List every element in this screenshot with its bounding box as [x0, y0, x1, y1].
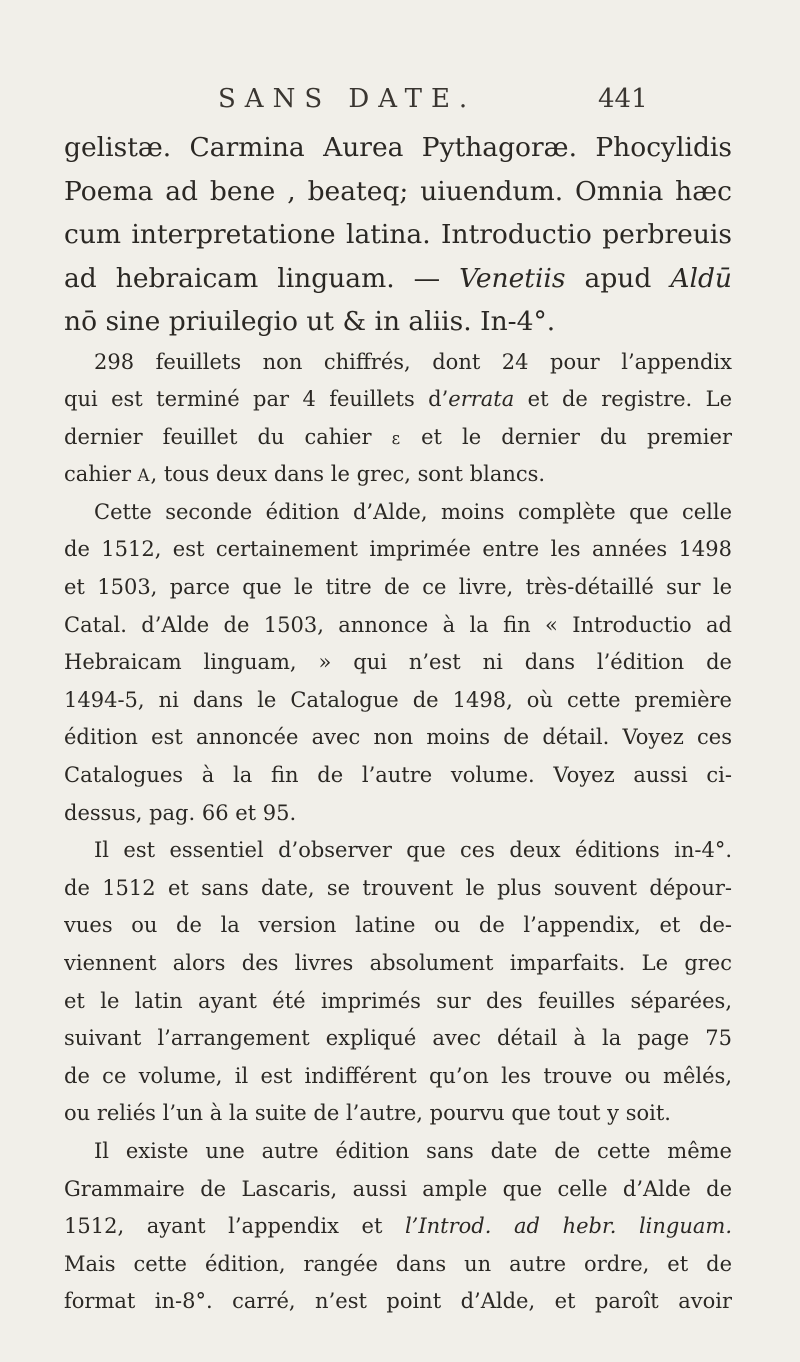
- text-line: [64, 1208, 732, 1246]
- text-line: de ce volume, il est indifférent qu’on les trouve ou mêlés,: [64, 1063, 732, 1088]
- italic-title: l’Introd. ad hebr. linguam.: [404, 1214, 732, 1239]
- text-fragment: ad hebraicam linguam. —: [64, 262, 460, 294]
- text-fragment: qui est terminé par 4 feuillets d’: [64, 387, 449, 412]
- text-fragment: 1512, ayant l’appendix et: [64, 1214, 405, 1239]
- text-line: ou reliés l’un à la suite de l’autre, pourvu que tout y soit.: [64, 1101, 671, 1126]
- text-line: format in-8°. carré, n’est point d’Alde, et paroît avoir: [64, 1289, 732, 1314]
- text-line: [64, 381, 732, 419]
- text-line: de 1512, est certainement imprimée entre les années 1498: [64, 537, 732, 562]
- signature-mark: ε: [391, 428, 402, 448]
- text-line: 1494-5, ni dans le Catalogue de 1498, où cette première: [64, 687, 732, 712]
- text-line: Mais cette édition, rangée dans un autre ordre, et de: [64, 1251, 732, 1276]
- text-line: [64, 257, 732, 301]
- text-line: suivant l’arrangement expliqué avec détail à la page 75: [64, 1026, 732, 1051]
- paragraph-observation: [64, 832, 732, 1133]
- paragraph-description: [64, 344, 732, 494]
- italic-printer-name: Aldū: [670, 262, 732, 294]
- text-line: Grammaire de Lascaris, aussi ample que celle d’Alde de: [64, 1176, 732, 1201]
- page-number: 441: [598, 84, 648, 114]
- text-line: Catalogues à la fin de l’autre volume. Voyez aussi ci-: [64, 763, 732, 788]
- text-line: de 1512 et sans date, se trouvent le plus souvent dépour-: [64, 875, 732, 900]
- latin-title-block: [64, 126, 732, 344]
- paragraph-other-edition: [64, 1133, 732, 1321]
- text-line: nō sine priuilegio ut & in aliis. In-4°.: [64, 306, 556, 337]
- text-line: édition est annoncée avec non moins de détail. Voyez ces: [64, 725, 732, 750]
- text-line: et 1503, parce que le titre de ce livre, très-détaillé sur le: [64, 575, 732, 600]
- text-line: Catal. d’Alde de 1503, annonce à la fin « Introductio ad: [64, 612, 732, 637]
- text-line: viennent alors des livres absolument imparfaits. Le grec: [64, 951, 732, 975]
- text-line: 298 feuillets non chiffrés, dont 24 pour l’appendix: [94, 349, 732, 374]
- text-line: et le latin ayant été imprimés sur des feuilles séparées,: [64, 988, 732, 1013]
- text-line: gelistæ. Carmina Aurea Pythagoræ. Phocylidis: [64, 132, 732, 163]
- italic-term: errata: [448, 387, 515, 412]
- text-line: Il est essentiel d’observer que ces deux éditions in-4°.: [94, 838, 732, 863]
- text-line: Cette seconde édition d’Alde, moins complète que celle: [94, 499, 732, 524]
- text-line: vues ou de la version latine ou de l’appendix, et de-: [64, 913, 732, 938]
- page-text: [64, 126, 732, 1321]
- running-head: [0, 84, 800, 124]
- text-line: [64, 419, 732, 457]
- text-fragment: et de registre. Le: [514, 387, 732, 412]
- text-line: Il existe une autre édition sans date de cette même: [94, 1138, 732, 1163]
- text-fragment: apud: [565, 262, 671, 294]
- signature-mark: A: [137, 466, 151, 486]
- text-line: Poema ad bene , beateq; uiuendum. Omnia hæc: [64, 175, 732, 207]
- running-head-title: SANS DATE.: [218, 84, 477, 114]
- text-fragment: cahier: [64, 462, 138, 487]
- italic-place-name: Venetiis: [459, 262, 566, 294]
- text-line: dessus, pag. 66 et 95.: [64, 800, 297, 825]
- text-line: cum interpretatione latina. Introductio perbreuis: [64, 219, 732, 250]
- text-fragment: , tous deux dans le grec, sont blancs.: [150, 462, 546, 487]
- text-line: Hebraicam linguam, » qui n’est ni dans l’édition de: [64, 650, 732, 675]
- text-fragment: dernier feuillet du cahier: [64, 424, 392, 449]
- paragraph-edition-date: [64, 494, 732, 832]
- text-line: [64, 456, 732, 494]
- text-fragment: et le dernier du premier: [401, 424, 732, 449]
